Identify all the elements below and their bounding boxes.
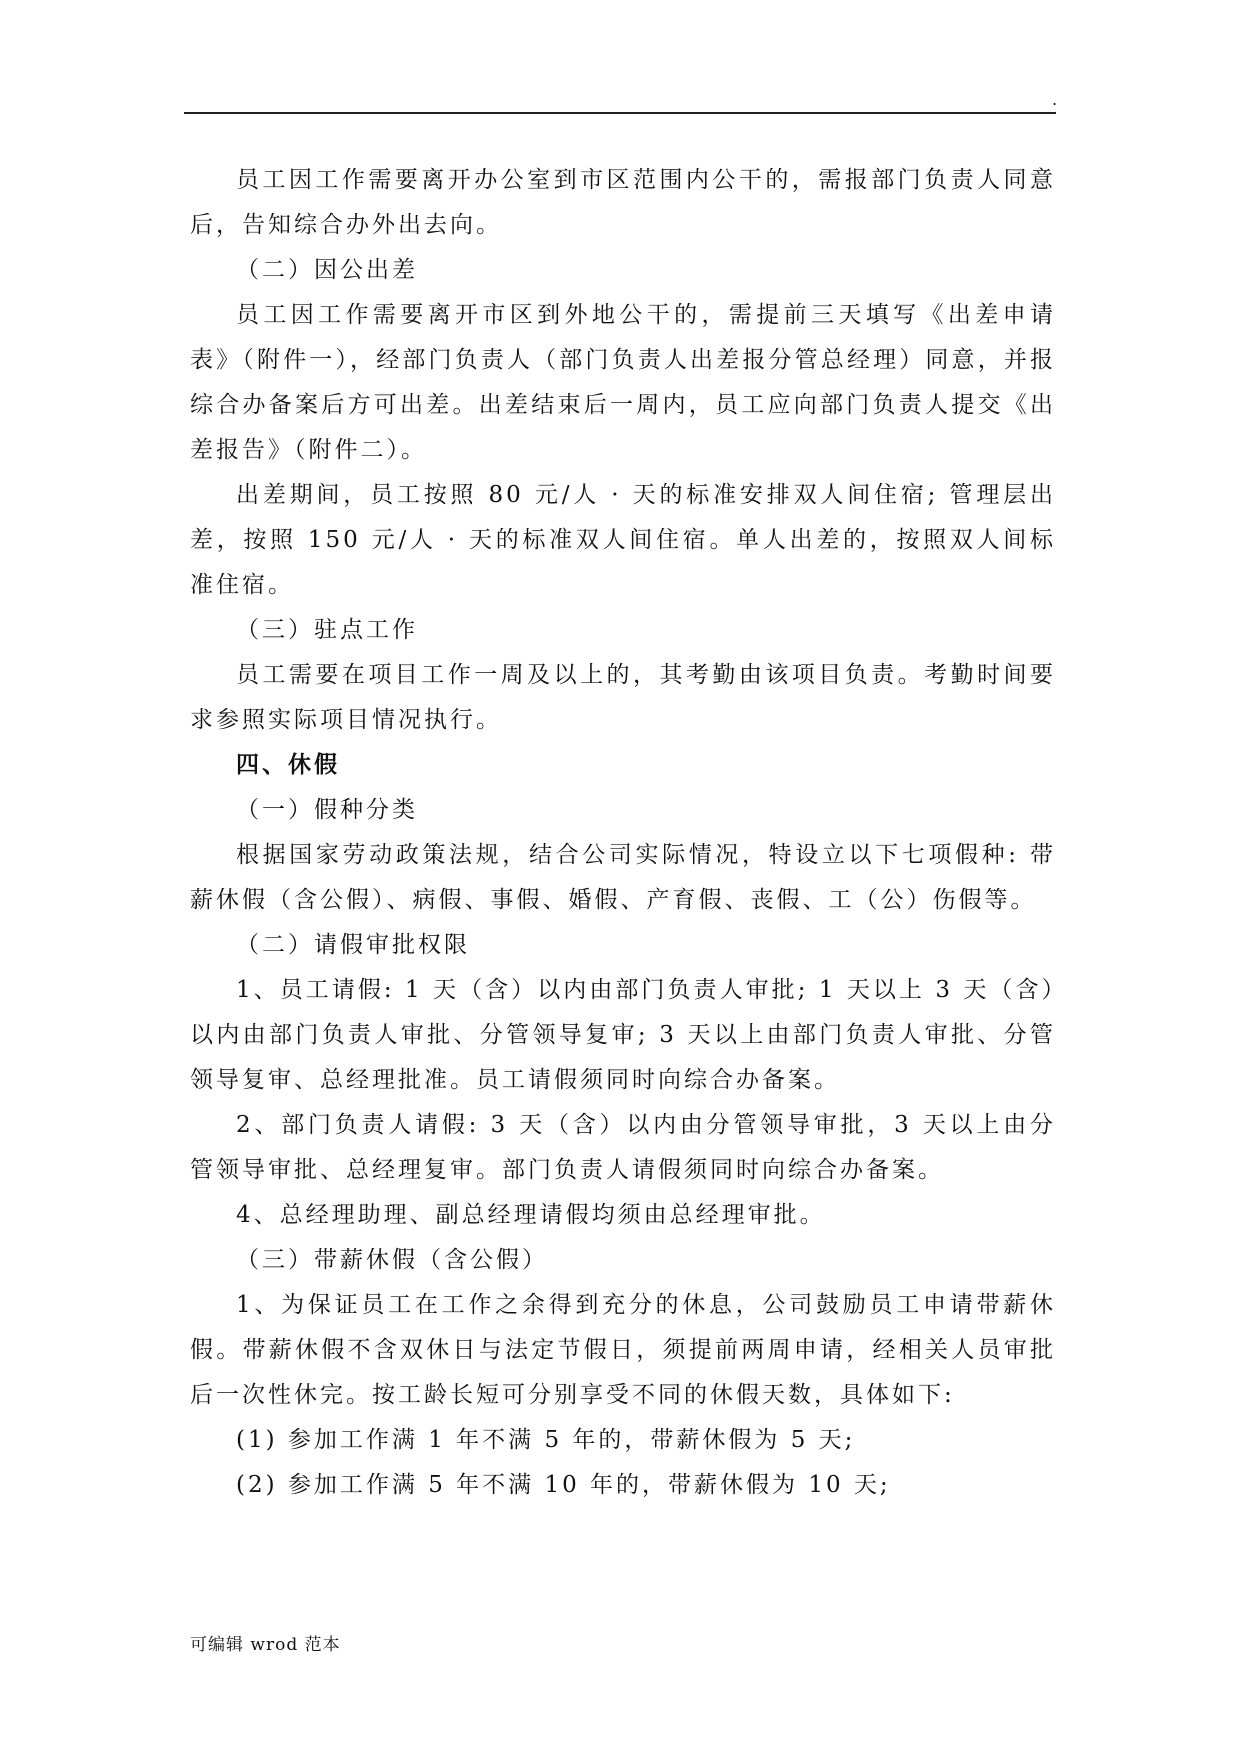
paragraph-local-outing: 员工因工作需要离开办公室到市区范围内公干的，需报部门负责人同意后，告知综合办外出去向。 [190,167,1056,238]
paragraph-trip-application: 员工因工作需要离开市区到外地公干的，需提前三天填写《出差申请表》（附件一），经部门负责人（部门负责人出差报分管总经理）同意，并报综合办备案后方可出差。出差结束后一周内，员工应向部门负责人提交《出差报告》（附件二）。 [190,302,1056,463]
header-mark: . [1052,90,1058,109]
subheading-approval-authority: （二）请假审批权限 [236,932,470,958]
document-body [190,158,1056,1508]
paragraph-accommodation-standard: 出差期间，员工按照 80 元/人 · 天的标准安排双人间住宿; 管理层出差，按照 150 元/人 · 天的标准双人间住宿。单人出差的，按照双人间标准住宿。 [190,482,1056,598]
paragraph-leave-types: 根据国家劳动政策法规，结合公司实际情况，特设立以下七项假种: 带薪休假（含公假）、病假、事假、婚假、产育假、丧假、工（公）伤假等。 [190,842,1056,913]
paragraph-employee-leave-approval: 1、员工请假: 1 天（含）以内由部门负责人审批; 1 天以上 3 天（含）以内由部门负责人审批、分管领导复审; 3 天以上由部门负责人审批、分管领导复审、总经理批准。员工请假须同时向综合办备案。 [190,977,1056,1093]
subheading-leave-types: （一）假种分类 [236,797,418,823]
paragraph-paid-leave-policy: 1、为保证员工在工作之余得到充分的休息，公司鼓励员工申请带薪休假。带薪休假不含双休日与法定节假日，须提前两周申请，经相关人员审批后一次性休完。按工龄长短可分别享受不同的休假天数，具体如下: [190,1292,1056,1408]
subheading-business-trip: （二）因公出差 [236,257,418,283]
footer-text: 可编辑 wrod 范本 [190,1635,341,1655]
section-heading-leave: 四、休假 [236,752,340,778]
subheading-paid-leave: （三）带薪休假（含公假） [236,1247,548,1273]
paragraph-onsite-attendance: 员工需要在项目工作一周及以上的，其考勤由该项目负责。考勤时间要求参照实际项目情况执行。 [190,662,1056,733]
header-rule [184,112,1056,114]
list-item-paid-leave-5-10-years: (2) 参加工作满 5 年不满 10 年的，带薪休假为 10 天; [236,1472,891,1498]
paragraph-executive-leave-approval: 4、总经理助理、副总经理请假均须由总经理审批。 [236,1202,826,1228]
list-item-paid-leave-1-5-years: (1) 参加工作满 1 年不满 5 年的，带薪休假为 5 天; [236,1427,856,1453]
paragraph-manager-leave-approval: 2、部门负责人请假: 3 天（含）以内由分管领导审批，3 天以上由分管领导审批、总经理复审。部门负责人请假须同时向综合办备案。 [190,1112,1056,1183]
subheading-onsite-work: （三）驻点工作 [236,617,418,643]
